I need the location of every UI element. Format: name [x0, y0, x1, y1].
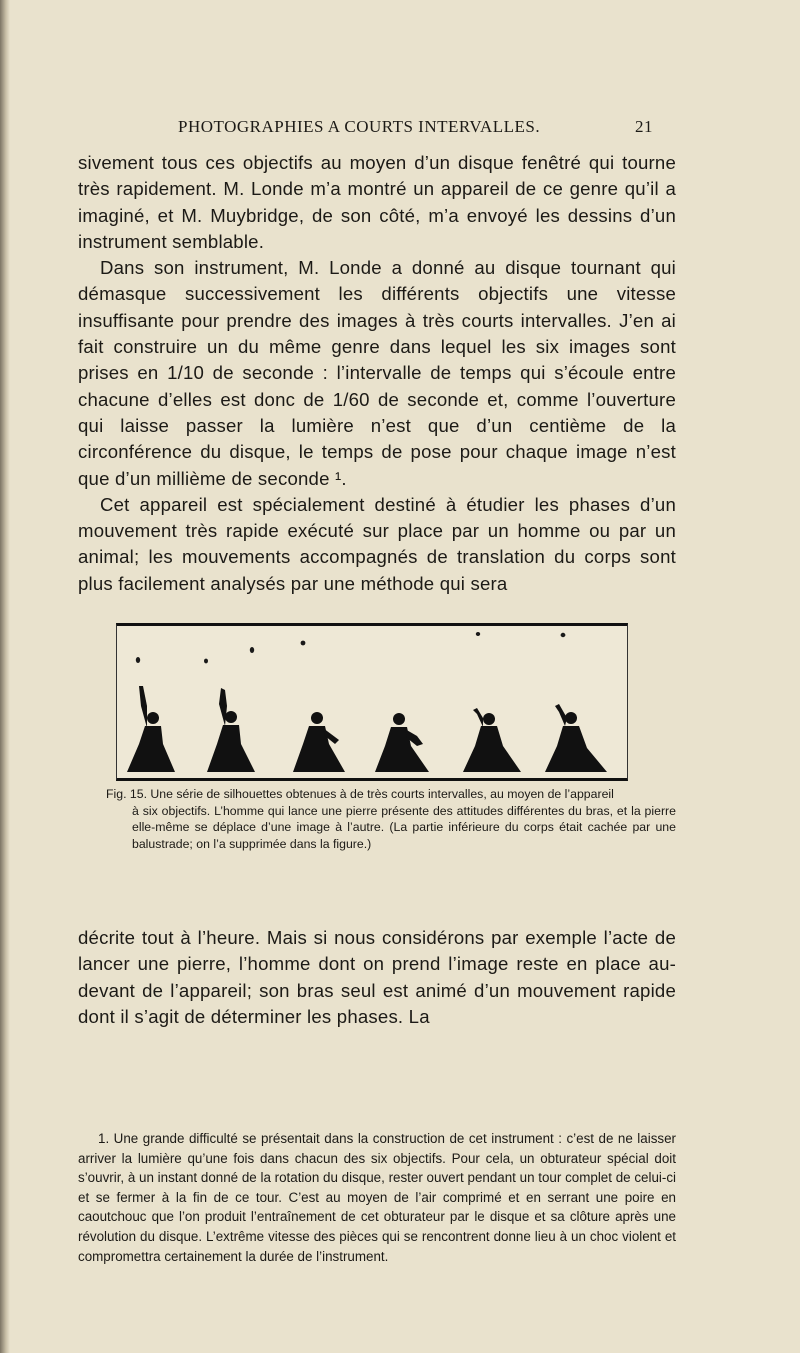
book-spine-shadow	[0, 0, 10, 1353]
silhouette-2	[207, 688, 255, 772]
silhouette-6	[545, 704, 607, 772]
stone-mark	[476, 632, 480, 636]
paragraph: décrite tout à l’heure. Mais si nous considérons par exemple l’acte de lancer une pierre, l’homme dont on prend l’image reste en place au-devant de l’appareil; son bras seul est animé d’un mouvement rapide dont il s’agit de déterminer les phases. La	[78, 927, 676, 1027]
silhouettes-image	[117, 626, 627, 772]
body-text-top	[78, 150, 676, 597]
stone-mark	[301, 641, 306, 646]
silhouette-3	[293, 712, 345, 772]
paragraph: Dans son instrument, M. Londe a donné au disque tournant qui démasque successivement les différents objectifs une vitesse insuffisante pour prendre des images à très courts intervalles. J’en ai fait construire un du même genre dans lequel les six images sont prises en 1/10 de seconde : l’intervalle de temps qui s’écoule entre chacune d’elles est donc de 1/60 de seconde et, comme l’ouverture qui laisse passer la lumière n’est que d’un centième de la circonférence du disque, le temps de pose pour chaque image n’est que d’un millième de seconde ¹.	[78, 257, 676, 489]
paragraph: sivement tous ces objectifs au moyen d’un disque fenêtré qui tourne très rapidement. M. Londe m’a montré un appareil de ce genre qu’il a imaginé, et M. Muybridge, de son côté, m’a envoyé les dessins d’un instrument semblable.	[78, 152, 676, 252]
stone-mark	[250, 647, 254, 653]
footnote	[78, 1129, 676, 1266]
body-text-bottom	[78, 925, 676, 1030]
paragraph: Cet appareil est spécialement destiné à étudier les phases d’un mouvement très rapide exécuté sur place par un homme ou par un animal; les mouvements accompagnés de translation du corps sont plus facilement analysés par une méthode qui sera	[78, 493, 676, 594]
running-title: PHOTOGRAPHIES A COURTS INTERVALLES.	[178, 117, 541, 136]
silhouette-1	[127, 686, 175, 772]
page-number: 21	[635, 117, 653, 136]
figure-caption	[106, 786, 676, 852]
caption-line: Fig. 15. Une série de silhouettes obtenues à de très courts intervalles, au moyen de l’appareil	[106, 787, 614, 801]
silhouette-4	[375, 713, 429, 772]
figure-silhouettes	[116, 623, 628, 781]
stone-mark	[561, 633, 566, 637]
footnote-text: 1. Une grande difficulté se présentait dans la construction de cet instrument : c’est de ne laisser arriver la lumière qu’une fois dans chacun des six objectifs. Pour cela, un obturateur spécial doit s’ouvrir, à un instant donné de la rotation du disque, rester ouvert pendant un tour complet de celui-ci et se fermer à la fin de ce tour. C’est au moyen de l’air comprimé et en serrant une poire en caoutchouc que l’on produit l’entraînement de cet obturateur par le disque et sa clôture après une révolution du disque. L’extrême vitesse des pièces qui se rencontrent donne lieu à un choc violent et compromettra certainement la durée de l’instrument.	[78, 1131, 676, 1264]
stone-mark	[204, 659, 208, 664]
silhouette-5	[463, 708, 521, 772]
stone-mark	[136, 657, 140, 663]
caption-line: à six objectifs. L’homme qui lance une pierre présente des attitudes différentes du bras, et la pierre elle-même se déplace d’une image à l’autre. (La partie inférieure du corps était cachée par une balustrade; on l’a supprimée dans la figure.)	[132, 803, 676, 851]
